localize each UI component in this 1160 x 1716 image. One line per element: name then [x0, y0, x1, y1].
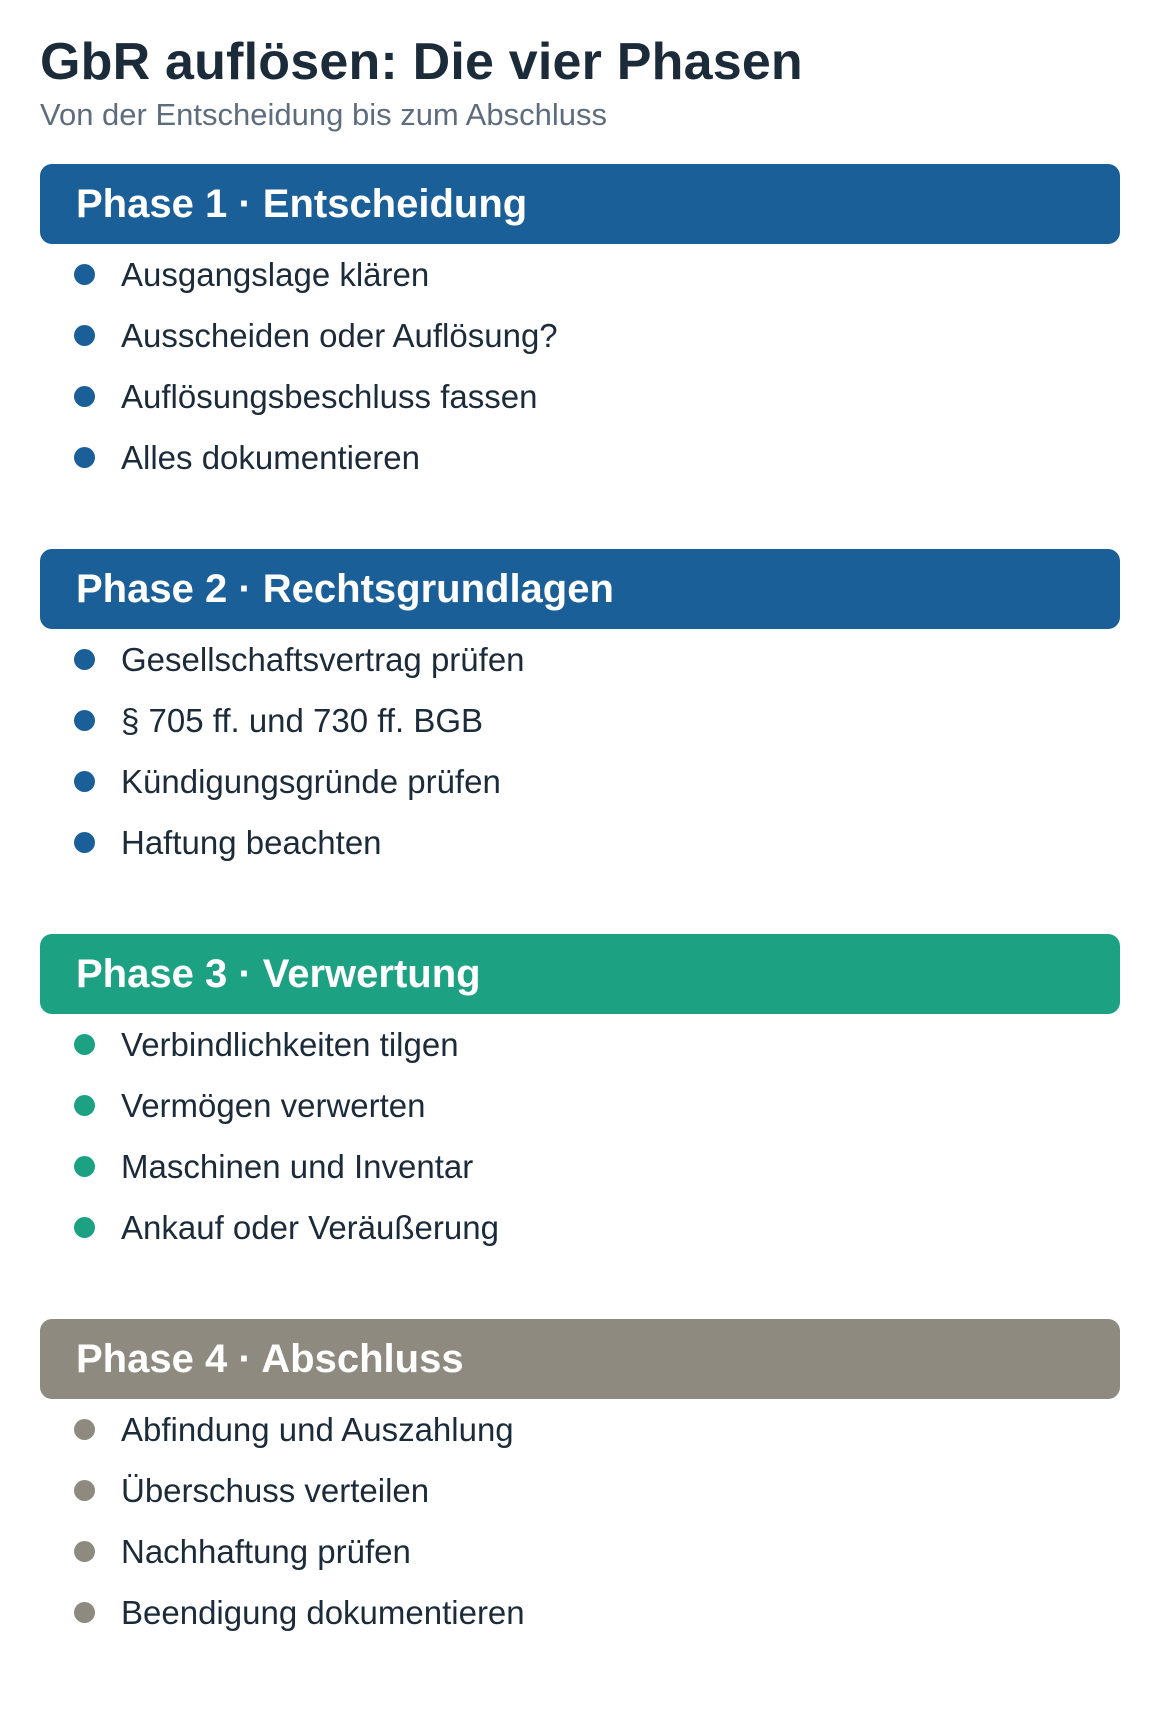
- list-item-label: Ausgangslage klären: [121, 255, 430, 293]
- bullet-dot-icon: [74, 1156, 95, 1177]
- phase-section-2: [40, 549, 1120, 873]
- bullet-dot-icon: [74, 447, 95, 468]
- list-item-label: Gesellschaftsvertrag prüfen: [121, 640, 525, 678]
- phase-header: Phase 1 · Entscheidung: [40, 164, 1120, 244]
- page-subtitle: Von der Entscheidung bis zum Abschluss: [40, 97, 607, 132]
- phase-header: Phase 3 · Verwertung: [40, 934, 1120, 1014]
- list-item-label: Maschinen und Inventar: [121, 1147, 474, 1185]
- list-item: [40, 1521, 1120, 1582]
- list-item: [40, 1460, 1120, 1521]
- list-item-label: Ankauf oder Veräußerung: [121, 1208, 499, 1246]
- bullet-dot-icon: [74, 710, 95, 731]
- bullet-dot-icon: [74, 264, 95, 285]
- bullet-dot-icon: [74, 1217, 95, 1238]
- list-item: [40, 1075, 1120, 1136]
- bullet-dot-icon: [74, 1602, 95, 1623]
- phase-section-1: [40, 164, 1120, 488]
- list-item-label: Haftung beachten: [121, 823, 382, 861]
- phase-items: [40, 629, 1120, 873]
- list-item-label: Kündigungsgründe prüfen: [121, 762, 501, 800]
- phase-header: Phase 2 · Rechtsgrundlagen: [40, 549, 1120, 629]
- bullet-dot-icon: [74, 325, 95, 346]
- list-item: [40, 305, 1120, 366]
- list-item: [40, 427, 1120, 488]
- list-item-label: Verbindlichkeiten tilgen: [121, 1025, 459, 1063]
- bullet-dot-icon: [74, 1095, 95, 1116]
- list-item-label: Auflösungsbeschluss fassen: [121, 377, 538, 415]
- list-item: [40, 690, 1120, 751]
- list-item: [40, 751, 1120, 812]
- page-title: GbR auflösen: Die vier Phasen: [40, 33, 803, 91]
- bullet-dot-icon: [74, 1034, 95, 1055]
- bullet-dot-icon: [74, 1480, 95, 1501]
- phase-items: [40, 1399, 1120, 1643]
- phase-section-3: [40, 934, 1120, 1258]
- bullet-dot-icon: [74, 832, 95, 853]
- phase-list-container: [40, 164, 1120, 1643]
- list-item: [40, 629, 1120, 690]
- list-item: [40, 366, 1120, 427]
- list-item-label: Überschuss verteilen: [121, 1471, 430, 1509]
- list-item-label: Nachhaftung prüfen: [121, 1532, 411, 1570]
- list-item: [40, 1582, 1120, 1643]
- phase-items: [40, 1014, 1120, 1258]
- list-item-label: Ausscheiden oder Auflösung?: [121, 316, 558, 354]
- bullet-dot-icon: [74, 1419, 95, 1440]
- bullet-dot-icon: [74, 771, 95, 792]
- list-item-label: Beendigung dokumentieren: [121, 1593, 525, 1631]
- list-item: [40, 812, 1120, 873]
- list-item: [40, 244, 1120, 305]
- phase-header: Phase 4 · Abschluss: [40, 1319, 1120, 1399]
- list-item-label: Alles dokumentieren: [121, 438, 420, 476]
- list-item: [40, 1014, 1120, 1075]
- list-item-label: § 705 ff. und 730 ff. BGB: [121, 701, 484, 739]
- bullet-dot-icon: [74, 1541, 95, 1562]
- list-item: [40, 1136, 1120, 1197]
- list-item-label: Vermögen verwerten: [121, 1086, 426, 1124]
- list-item: [40, 1399, 1120, 1460]
- list-item: [40, 1197, 1120, 1258]
- phase-section-4: [40, 1319, 1120, 1643]
- bullet-dot-icon: [74, 649, 95, 670]
- phase-items: [40, 244, 1120, 488]
- bullet-dot-icon: [74, 386, 95, 407]
- list-item-label: Abfindung und Auszahlung: [121, 1410, 514, 1448]
